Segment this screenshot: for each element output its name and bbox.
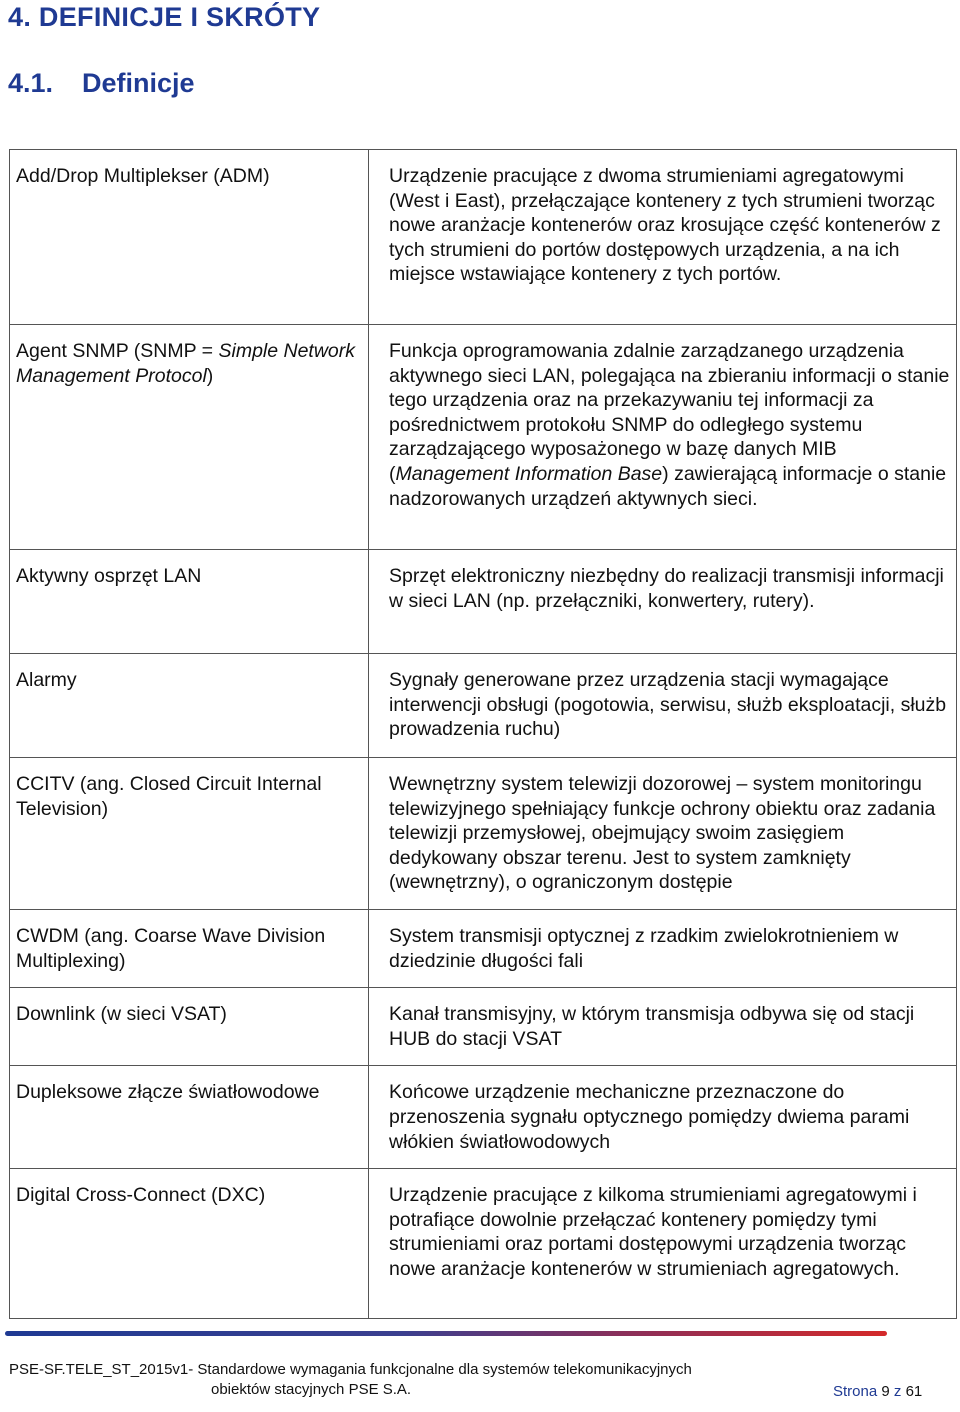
- table-row: [10, 910, 957, 988]
- definition-description: Urządzenie pracujące z kilkoma strumieniami agregatowymi i potrafiące dowolnie przełączać kontenery pomiędzy tymi strumieniami oraz portami dostępowymi urządzenia tworząc nowe aranżacje kontenerów w strumieniach agregatowych.: [369, 1169, 957, 1319]
- description-text: Funkcja oprogramowania zdalnie zarządzanego urządzenia aktywnego sieci LAN, polegająca na zbieraniu informacji o stanie tego urządzenia oraz na przekazywaniu tej informacji za pośrednictwem protokołu SNMP do odległego systemu zarządzającego wyposażonego w bazę danych MIB (: [389, 340, 950, 485]
- definition-term: Add/Drop Multiplekser (ADM): [10, 150, 369, 325]
- definition-description: [369, 325, 957, 550]
- page-total: 61: [905, 1383, 923, 1400]
- definition-description: Urządzenie pracujące z dwoma strumieniami agregatowymi (West i East), przełączające kontenery z tych strumieni tworząc nowe aranżacje kontenerów oraz krosujące część kontenerów z tych strumieni do portów dostępowych urządzenia, a na ich miejsce wstawiające kontenery z tych portów.: [369, 150, 957, 325]
- section-title: 4. DEFINICJE I SKRÓTY: [8, 2, 321, 32]
- subsection-title: Definicje: [82, 68, 195, 98]
- page-of: z: [893, 1383, 902, 1400]
- table-row: [10, 654, 957, 758]
- page-number: [833, 1382, 922, 1402]
- subsection-number: 4.1.: [8, 68, 54, 98]
- page-label: Strona: [833, 1383, 878, 1400]
- table-row: [10, 988, 957, 1066]
- term-text: ): [206, 364, 214, 387]
- table-row: [10, 758, 957, 910]
- page-current: 9: [881, 1383, 890, 1400]
- description-text: ) zawierającą informacje o stanie nadzorowanych urządzeń aktywnych sieci.: [389, 462, 947, 510]
- definition-description: Końcowe urządzenie mechaniczne przeznaczone do przenoszenia sygnału optycznego pomiędzy dwiema parami włókien światłowodowych: [369, 1066, 957, 1169]
- footer-document-title-cont: obiektów stacyjnych PSE S.A.: [211, 1381, 412, 1398]
- definition-term: CCITV (ang. Closed Circuit Internal Television): [10, 758, 369, 910]
- definition-term: [10, 325, 369, 550]
- term-italic: Simple Network Management Protocol: [16, 340, 356, 387]
- definitions-table: [9, 149, 957, 1319]
- definition-term: Dupleksowe złącze światłowodowe: [10, 1066, 369, 1169]
- definition-description: Sprzęt elektroniczny niezbędny do realizacji transmisji informacji w sieci LAN (np. przełączniki, konwertery, rutery).: [369, 550, 957, 654]
- definition-term: Downlink (w sieci VSAT): [10, 988, 369, 1066]
- definition-term: Digital Cross-Connect (DXC): [10, 1169, 369, 1319]
- subsection-heading: [8, 68, 195, 99]
- definition-term: Aktywny osprzęt LAN: [10, 550, 369, 654]
- table-row: [10, 325, 957, 550]
- table-row: [10, 150, 957, 325]
- table-row: [10, 1169, 957, 1319]
- definition-description: System transmisji optycznej z rzadkim zwielokrotnieniem w dziedzinie długości fali: [369, 910, 957, 988]
- description-italic: Management Information Base: [395, 462, 663, 485]
- definition-description: Kanał transmisyjny, w którym transmisja odbywa się od stacji HUB do stacji VSAT: [369, 988, 957, 1066]
- term-text: Agent SNMP (SNMP =: [16, 340, 219, 362]
- table-row: [10, 1066, 957, 1169]
- definition-description: Sygnały generowane przez urządzenia stacji wymagające interwencji obsługi (pogotowia, serwisu, służb eksploatacji, służb prowadzenia ruchu): [369, 654, 957, 758]
- definition-term: CWDM (ang. Coarse Wave Division Multiplexing): [10, 910, 369, 988]
- definition-term: Alarmy: [10, 654, 369, 758]
- table-row: [10, 550, 957, 654]
- footer-document-title: PSE-SF.TELE_ST_2015v1- Standardowe wymagania funkcjonalne dla systemów telekomunikacyjnych: [9, 1361, 692, 1378]
- definition-description: Wewnętrzny system telewizji dozorowej – system monitoringu telewizyjnego spełniający funkcje ochrony obiektu oraz zadania telewizji przemysłowej, obejmujący swoim zasięgiem dedykowany obszar terenu. Jest to system zamknięty (wewnętrzny), o ograniczonym dostępie: [369, 758, 957, 910]
- footer-divider: [5, 1331, 887, 1336]
